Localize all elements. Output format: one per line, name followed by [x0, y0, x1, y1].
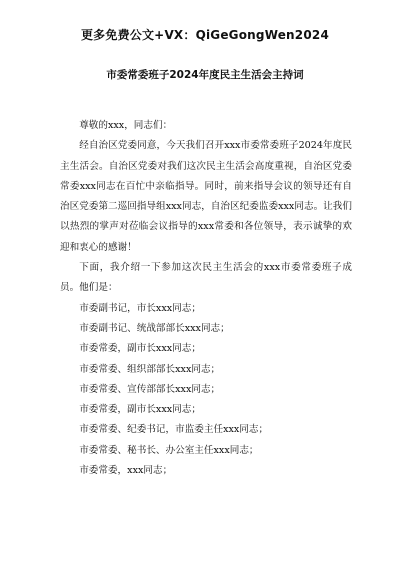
member-list: [60, 299, 352, 482]
member-item: 市委常委，副市长xxx同志；: [79, 343, 201, 355]
member-item: 市委常委，副市长xxx同志；: [79, 404, 201, 416]
document-body: [60, 116, 352, 481]
salutation: 尊敬的xxx，同志们：: [79, 120, 173, 131]
member-item: 市委副书记，市长xxx同志；: [79, 302, 201, 314]
paragraph-opening: 经自治区党委同意，今天我们召开xxx市委常委班子2024年度民主生活会。自治区党委对我们这次民主生活会高度重视，自治区党委常委xxx同志在百忙中亲临指导。同时，前来指导会议的领导还有自治区党委第二巡回指导组xxx同志，自治区纪委监委xxx同志。让我们以热烈的掌声对莅临会议指导的xxx常委和各位领导，表示诚挚的欢迎和衷心的感谢！: [60, 140, 352, 253]
member-item: 市委常委、纪委书记，市监委主任xxx同志；: [79, 424, 269, 436]
member-item: 市委副书记、统战部部长xxx同志；: [79, 322, 230, 334]
paragraph-introduction: 下面，我介绍一下参加这次民主生活会的xxx市委常委班子成员。他们是：: [60, 262, 352, 294]
member-item: 市委常委、秘书长、办公室主任xxx同志；: [79, 444, 259, 456]
document-title: 市委常委班子2024年度民主生活会主持词: [106, 69, 304, 81]
promo-banner: 更多免费公文+VX：QiGeGongWen2024: [80, 28, 329, 42]
member-item: 市委常委、组织部部长xxx同志；: [79, 363, 221, 375]
member-item: 市委常委，xxx同志；: [79, 465, 173, 477]
member-item: 市委常委、宣传部部长xxx同志；: [79, 383, 221, 395]
